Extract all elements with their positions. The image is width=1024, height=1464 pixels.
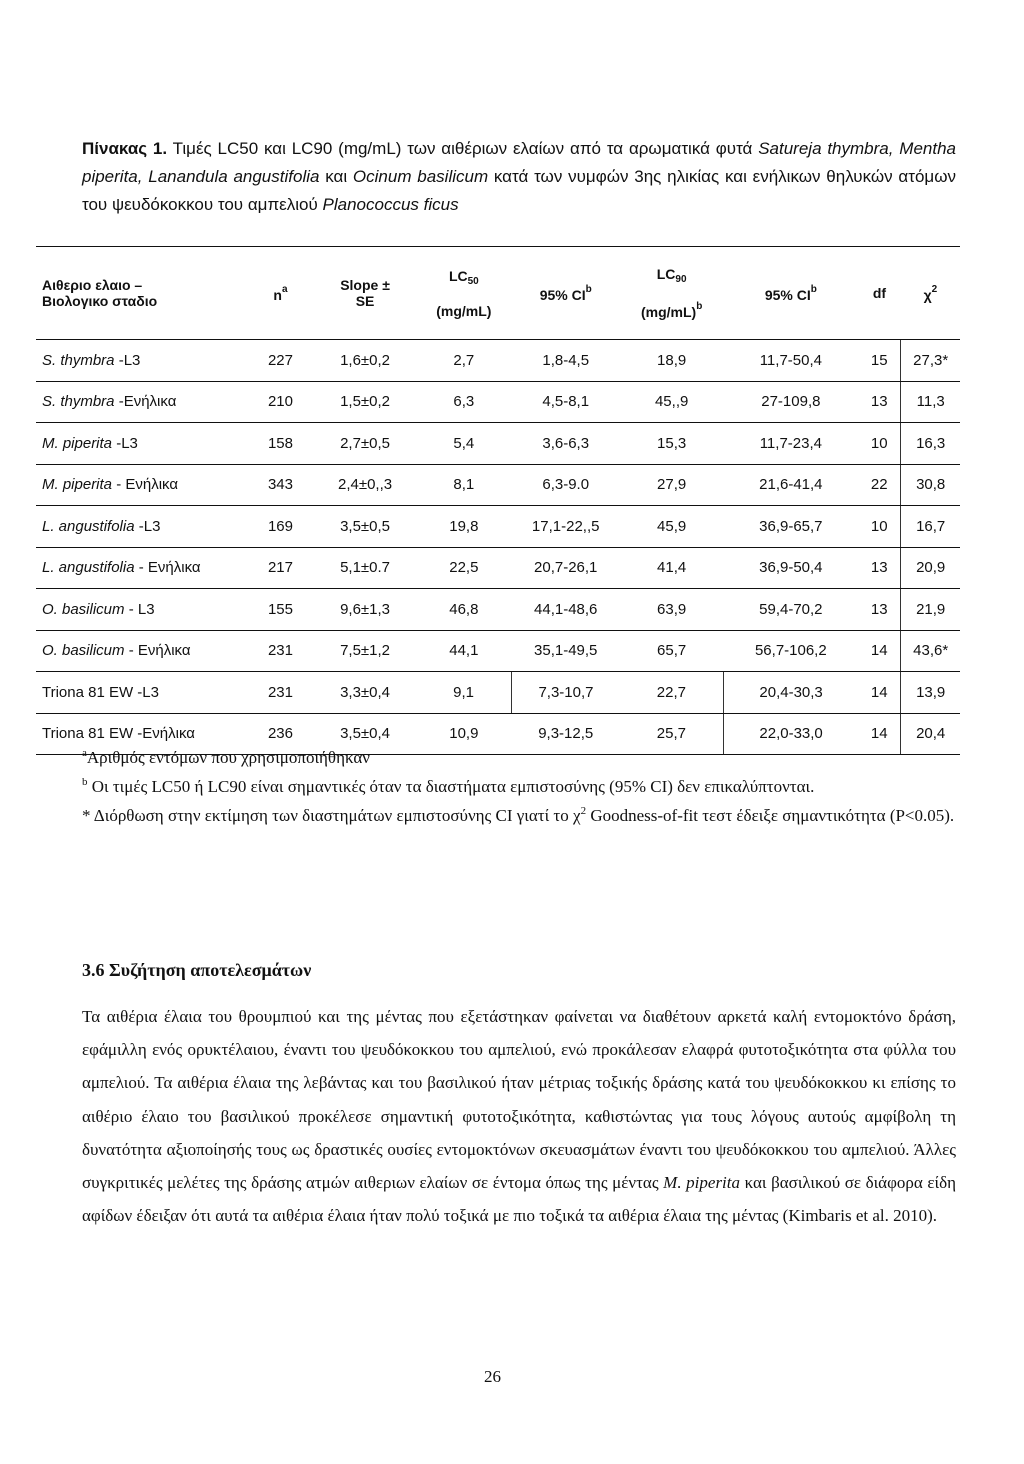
cell-chi-square: 20,9: [901, 547, 960, 589]
cell-df: 14: [858, 713, 901, 755]
header-oil-stage: Αιθεριο ελαιο – Βιολογικο σταδιο: [36, 247, 247, 340]
cell-slope: 7,5±1,2: [314, 630, 416, 672]
cell-slope: 1,6±0,2: [314, 340, 416, 382]
header-chi-square: $\chi^2$: [901, 247, 960, 340]
cell-df: 14: [858, 630, 901, 672]
cell-chi-square: 30,8: [901, 464, 960, 506]
cell-chi-square: 43,6*: [901, 630, 960, 672]
table-notes: [82, 741, 956, 828]
cell-n: 231: [247, 672, 314, 714]
table-row: [36, 672, 960, 714]
cell-lc50: 2,7: [416, 340, 512, 382]
cell-slope: 3,3±0,4: [314, 672, 416, 714]
cell-n: 227: [247, 340, 314, 382]
cell-lc50: 6,3: [416, 381, 512, 423]
cell-df: 10: [858, 423, 901, 465]
cell-n: 236: [247, 713, 314, 755]
caption-species: Ocinum basilicum: [352, 167, 489, 186]
cell-lc50: 44,1: [416, 630, 512, 672]
cell-ci-lc50: 17,1-22,,5: [512, 506, 620, 548]
cell-lc90: 22,7: [620, 672, 724, 714]
cell-slope: 2,7±0,5: [314, 423, 416, 465]
cell-ci-lc90: 11,7-23,4: [724, 423, 858, 465]
cell-lc50: 10,9: [416, 713, 512, 755]
header-ci-lc50: 95% $CI^b$: [512, 247, 620, 340]
note-b: $^b$ Οι τιμές LC50 ή LC90 είναι σημαντικές όταν τα διαστήματα εμπιστοσύνης (95% CI) δεν επικαλύπτονται.: [82, 776, 815, 796]
cell-oil-stage: L. angustifolia - Ενήλικα: [36, 547, 247, 589]
cell-ci-lc50: 1,8-4,5: [512, 340, 620, 382]
note-star: * Διόρθωση στην εκτίμηση των διαστημάτων εμπιστοσύνης CI γιατί το $\chi^2$ Goodness-of-fit τεστ έδειξε σημαντικότητα (P<0.05).: [82, 805, 955, 825]
cell-ci-lc50: 9,3-12,5: [512, 713, 620, 755]
cell-df: 22: [858, 464, 901, 506]
table-row: [36, 423, 960, 465]
table-row: [36, 464, 960, 506]
cell-n: 158: [247, 423, 314, 465]
cell-oil-stage: M. piperita - Ενήλικα: [36, 464, 247, 506]
caption-text: κατά των νυμφών 3ης ηλικίας και ενήλικων θηλυκών ατόμων του ψευδόκοκκου του αμπελιού: [82, 167, 956, 214]
cell-lc50: 5,4: [416, 423, 512, 465]
caption-text: Τιμές LC50 και LC90 (mg/mL) των αιθέριων ελαίων από τα αρωματικά φυτά: [167, 139, 759, 158]
cell-chi-square: 16,7: [901, 506, 960, 548]
cell-lc90: 41,4: [620, 547, 724, 589]
cell-ci-lc50: 44,1-48,6: [512, 589, 620, 631]
cell-lc90: 27,9: [620, 464, 724, 506]
cell-lc90: 25,7: [620, 713, 724, 755]
cell-df: 15: [858, 340, 901, 382]
cell-lc90: 15,3: [620, 423, 724, 465]
cell-lc50: 9,1: [416, 672, 512, 714]
cell-oil-stage: O. basilicum - L3: [36, 589, 247, 631]
header-df: df: [858, 247, 901, 340]
cell-lc50: 46,8: [416, 589, 512, 631]
cell-ci-lc90: 21,6-41,4: [724, 464, 858, 506]
table-header-row: [36, 247, 960, 340]
cell-chi-square: 20,4: [901, 713, 960, 755]
cell-n: 210: [247, 381, 314, 423]
cell-n: 231: [247, 630, 314, 672]
cell-slope: 3,5±0,5: [314, 506, 416, 548]
header-slope: Slope ± SE: [314, 247, 416, 340]
cell-ci-lc90: 27-109,8: [724, 381, 858, 423]
caption-species: Planococcus ficus: [322, 195, 459, 214]
cell-oil-stage: O. basilicum - Ενήλικα: [36, 630, 247, 672]
cell-ci-lc50: 3,6-6,3: [512, 423, 620, 465]
table-row: [36, 340, 960, 382]
cell-oil-stage: S. thymbra -L3: [36, 340, 247, 382]
cell-ci-lc50: 6,3-9.0: [512, 464, 620, 506]
cell-df: 10: [858, 506, 901, 548]
section-paragraph: Τα αιθέρια έλαια του θρουμπιού και της μέντας που εξετάστηκαν φαίνεται να διαθέτουν αρκετά καλή εντομοκτόνο δράση, εφάμιλλη ενός ορυκτέλαιου, έναντι του ψευδόκοκκου του αμπελιού, ενώ προκάλεσαν ελαφρά φυτοτοξικότητα στα φύλλα του αμπελιού. Τα αιθέρια έλαια της λεβάντας και του βασιλικού ήταν μέτριας τοξικής δράσης κατά του ψευδόκοκκου κι επίσης το αιθέριο έλαιο του βασιλικού προκέλεσε σημαντική φυτοτοξικότητα, καθιστώντας για τους λόγους αυτούς αμφίβολη τη δυνατότητα αξιοποίησής τους ως δραστικές ουσίες εντομοκτόνων σκευασμάτων έναντι του ψευδόκοκκου του αμπελιού. Άλλες συγκριτικές μελέτες της δράσης ατμών αιθεριων ελαίων σε έντομα όπως της μέντας M. piperita και βασιλικού σε διάφορα είδη αφίδων έδειξαν ότι αυτά τα αιθέρια έλαια ήταν πολύ τοξικά με πιο τοξικά τα αιθέρια έλαια της μέντας (Kimbaris et al. 2010).: [82, 1007, 956, 1226]
cell-lc90: 45,,9: [620, 381, 724, 423]
cell-df: 14: [858, 672, 901, 714]
cell-slope: 2,4±0,,3: [314, 464, 416, 506]
cell-slope: 1,5±0,2: [314, 381, 416, 423]
cell-ci-lc90: 11,7-50,4: [724, 340, 858, 382]
cell-slope: 5,1±0.7: [314, 547, 416, 589]
cell-lc90: 18,9: [620, 340, 724, 382]
cell-ci-lc90: 56,7-106,2: [724, 630, 858, 672]
cell-ci-lc90: 59,4-70,2: [724, 589, 858, 631]
cell-ci-lc50: 35,1-49,5: [512, 630, 620, 672]
cell-oil-stage: L. angustifolia -L3: [36, 506, 247, 548]
table-body: [36, 340, 960, 755]
page-number: 26: [484, 1367, 501, 1386]
cell-ci-lc90: 20,4-30,3: [724, 672, 858, 714]
cell-ci-lc50: 20,7-26,1: [512, 547, 620, 589]
table-row: [36, 506, 960, 548]
caption-label: Πίνακας 1.: [82, 139, 168, 158]
table-caption: [82, 135, 956, 219]
cell-ci-lc50: 7,3-10,7: [512, 672, 620, 714]
caption-species: Satureja thymbra, Mentha piperita, Lanandula angustifolia: [82, 139, 956, 186]
cell-n: 217: [247, 547, 314, 589]
cell-oil-stage: Triona 81 EW -L3: [36, 672, 247, 714]
cell-chi-square: 11,3: [901, 381, 960, 423]
table-row: [36, 381, 960, 423]
cell-lc50: 22,5: [416, 547, 512, 589]
cell-slope: 3,5±0,4: [314, 713, 416, 755]
cell-ci-lc50: 4,5-8,1: [512, 381, 620, 423]
cell-oil-stage: S. thymbra -Ενήλικα: [36, 381, 247, 423]
table-row: [36, 589, 960, 631]
cell-df: 13: [858, 589, 901, 631]
cell-lc90: 65,7: [620, 630, 724, 672]
header-lc90: $LC_{90}$ $(mg/mL)^b$: [620, 247, 724, 340]
table-row: [36, 547, 960, 589]
cell-chi-square: 27,3*: [901, 340, 960, 382]
cell-ci-lc90: 36,9-50,4: [724, 547, 858, 589]
results-table: [36, 246, 960, 755]
cell-oil-stage: M. piperita -L3: [36, 423, 247, 465]
cell-ci-lc90: 36,9-65,7: [724, 506, 858, 548]
cell-lc90: 63,9: [620, 589, 724, 631]
table-row: [36, 630, 960, 672]
cell-oil-stage: Triona 81 EW -Ενήλικα: [36, 713, 247, 755]
header-n: $n^a$: [247, 247, 314, 340]
cell-n: 343: [247, 464, 314, 506]
header-ci-lc90: 95% $CI^b$: [724, 247, 858, 340]
cell-df: 13: [858, 547, 901, 589]
cell-lc50: 8,1: [416, 464, 512, 506]
header-lc50: $LC_{50}$ (mg/mL): [416, 247, 512, 340]
cell-n: 155: [247, 589, 314, 631]
cell-lc90: 45,9: [620, 506, 724, 548]
cell-n: 169: [247, 506, 314, 548]
cell-chi-square: 16,3: [901, 423, 960, 465]
cell-slope: 9,6±1,3: [314, 589, 416, 631]
cell-chi-square: 21,9: [901, 589, 960, 631]
note-a: $^a$Αριθμός εντόμων που χρησιμοποιήθηκαν: [82, 747, 370, 767]
cell-chi-square: 13,9: [901, 672, 960, 714]
cell-ci-lc90: 22,0-33,0: [724, 713, 858, 755]
section-heading: 3.6 Συζήτηση αποτελεσμάτων: [82, 960, 312, 980]
caption-text: και: [319, 167, 353, 186]
cell-lc50: 19,8: [416, 506, 512, 548]
cell-df: 13: [858, 381, 901, 423]
